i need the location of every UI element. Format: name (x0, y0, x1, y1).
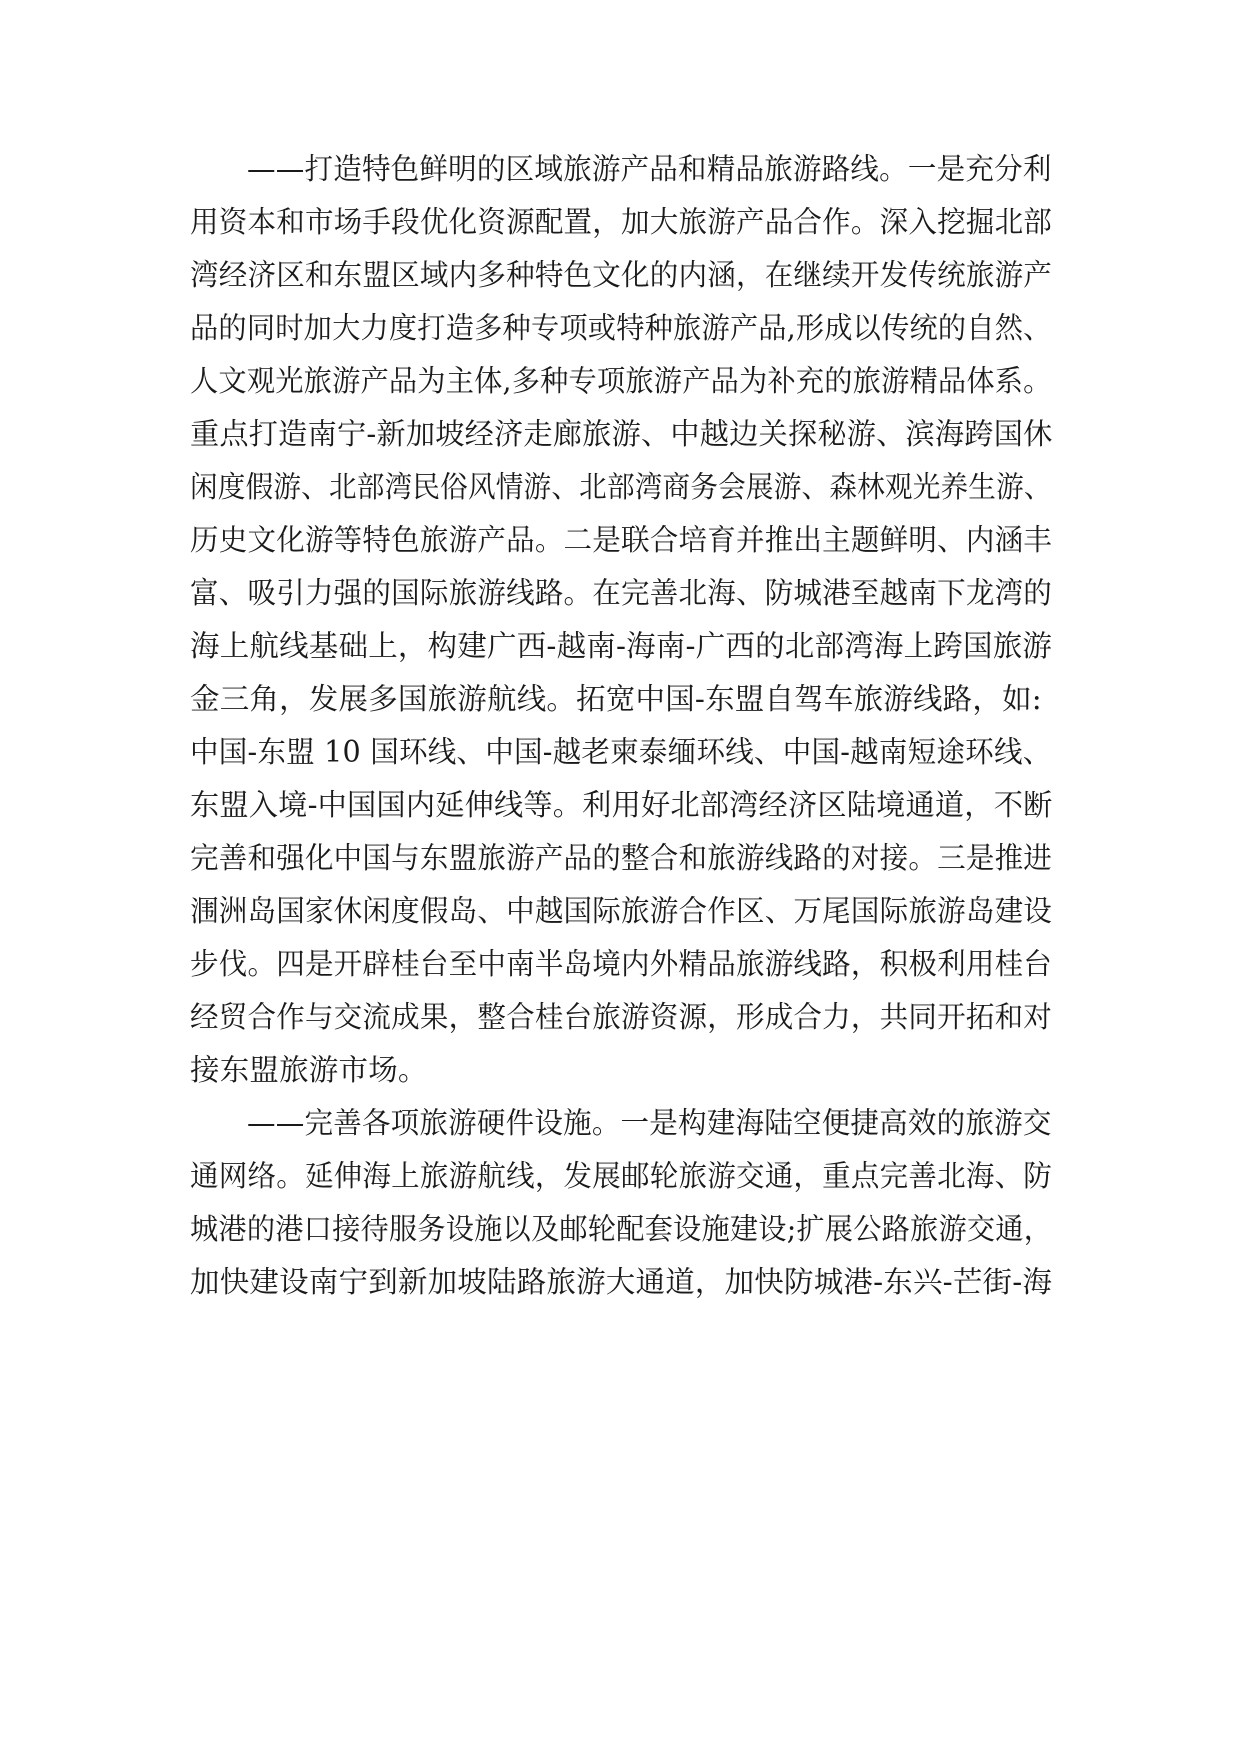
paragraph-1-line-9: 富、吸引力强的国际旅游线路。在完善北海、防城港至越南下龙湾的 (190, 576, 1053, 610)
paragraph-2-line-2: 通网络。延伸海上旅游航线，发展邮轮旅游交通，重点完善北海、防 (190, 1159, 1053, 1193)
paragraph-1-line-4: 品的同时加大力度打造多种专项或特种旅游产品,形成以传统的自然、 (190, 311, 1052, 345)
paragraph-1-line-5: 人文观光旅游产品为主体,多种专项旅游产品为补充的旅游精品体系。 (190, 364, 1052, 398)
paragraph-1-line-18: 接东盟旅游市场。 (190, 1053, 428, 1087)
paragraph-1-line-6: 重点打造南宁-新加坡经济走廊旅游、中越边关探秘游、滨海跨国休 (190, 417, 1053, 451)
paragraph-1-line-7: 闲度假游、北部湾民俗风情游、北部湾商务会展游、森林观光养生游、 (190, 470, 1052, 504)
paragraph-1-line-14: 完善和强化中国与东盟旅游产品的整合和旅游线路的对接。三是推进 (190, 841, 1053, 875)
paragraph-1-line-11: 金三角，发展多国旅游航线。拓宽中国-东盟自驾车旅游线路，如: (190, 682, 1042, 716)
paragraph-1-line-15: 涠洲岛国家休闲度假岛、中越国际旅游合作区、万尾国际旅游岛建设 (190, 894, 1053, 928)
paragraph-1-line-8: 历史文化游等特色旅游产品。二是联合培育并推出主题鲜明、内涵丰 (190, 523, 1053, 557)
paragraph-2-line-4: 加快建设南宁到新加坡陆路旅游大通道，加快防城港-东兴-芒街-海 (190, 1265, 1053, 1299)
paragraph-1-line-2: 用资本和市场手段优化资源配置，加大旅游产品合作。深入挖掘北部 (190, 205, 1053, 239)
paragraph-1-line-16: 步伐。四是开辟桂台至中南半岛境内外精品旅游线路，积极利用桂台 (190, 947, 1053, 981)
paragraph-2-line-1: ——完善各项旅游硬件设施。一是构建海陆空便捷高效的旅游交 (247, 1106, 1052, 1140)
paragraph-1-line-17: 经贸合作与交流成果，整合桂台旅游资源，形成合力，共同开拓和对 (190, 1000, 1053, 1034)
paragraph-1-line-1: ——打造特色鲜明的区域旅游产品和精品旅游路线。一是充分利 (247, 152, 1052, 186)
paragraph-1-line-13: 东盟入境-中国国内延伸线等。利用好北部湾经济区陆境通道，不断 (190, 788, 1053, 822)
paragraph-1-line-3: 湾经济区和东盟区域内多种特色文化的内涵，在继续开发传统旅游产 (190, 258, 1053, 292)
paragraph-2-line-3: 城港的港口接待服务设施以及邮轮配套设施建设;扩展公路旅游交通， (190, 1212, 1053, 1246)
paragraph-1-line-12: 中国-东盟 10 国环线、中国-越老柬泰缅环线、中国-越南短途环线、 (190, 735, 1052, 769)
paragraph-1-line-10: 海上航线基础上，构建广西-越南-海南-广西的北部湾海上跨国旅游 (190, 629, 1053, 663)
